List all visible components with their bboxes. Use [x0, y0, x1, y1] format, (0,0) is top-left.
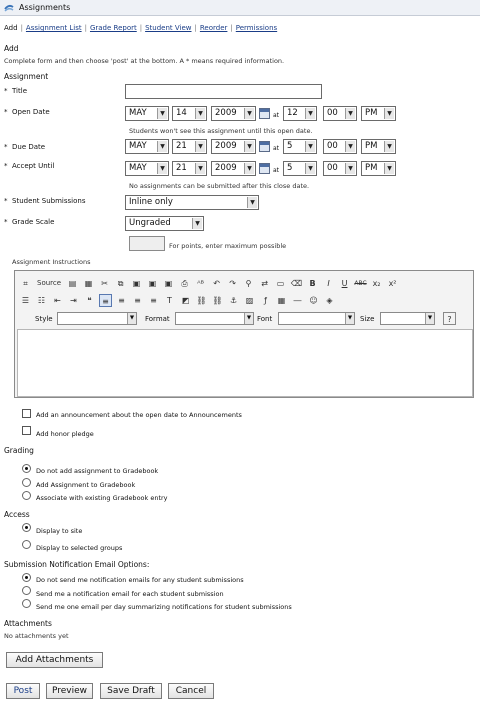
accept-year-select[interactable]: 2009 ▼ [211, 161, 256, 176]
student-submissions-label: Student Submissions [12, 197, 86, 205]
notify-option-label: Send me a notification email for each student submission [36, 590, 224, 598]
chevron-down-icon: ▼ [345, 313, 354, 324]
grade-scale-label: Grade Scale [12, 218, 55, 226]
toolbar-nav: Add | Assignment List | Grade Report | Student View | Reorder | Permissions [4, 24, 278, 32]
attachments-status: No attachments yet [4, 632, 69, 640]
honor-pledge-checkbox[interactable] [22, 426, 31, 435]
chevron-down-icon: ▼ [157, 108, 167, 119]
announcement-checkbox[interactable] [22, 409, 31, 418]
chevron-down-icon: ▼ [384, 163, 394, 174]
calendar-icon[interactable] [259, 141, 270, 152]
cut-icon[interactable]: ✂ [101, 278, 108, 288]
align-center-icon[interactable]: ≡ [118, 295, 125, 305]
chevron-down-icon: ▼ [244, 313, 253, 324]
access-heading: Access [4, 510, 30, 519]
editor-toolbar-row-1 [19, 275, 402, 291]
notify-option-label: Do not send me notification emails for any student submissions [36, 576, 244, 584]
nav-link-reorder[interactable]: Reorder [199, 24, 228, 32]
open-ampm-select[interactable]: PM ▼ [361, 106, 396, 121]
due-hour-select[interactable]: 5 ▼ [283, 139, 317, 154]
find-icon[interactable]: ⚲ [245, 278, 252, 288]
chevron-down-icon: ▼ [305, 163, 315, 174]
assignments-icon [4, 3, 14, 13]
chevron-down-icon: ▼ [384, 141, 394, 152]
cancel-button[interactable]: Cancel [168, 683, 214, 699]
nav-link-student-view[interactable]: Student View [145, 24, 192, 32]
notify-option-label: Send me one email per day summarizing notifications for student submissions [36, 603, 292, 611]
undo-icon[interactable]: ↶ [213, 278, 220, 288]
chevron-down-icon: ▼ [195, 163, 205, 174]
announcement-label: Add an announcement about the open date to Announcements [36, 411, 242, 419]
notification-heading: Submission Notification Email Options: [4, 560, 150, 569]
grade-scale-select[interactable]: Ungraded ▼ [125, 216, 204, 231]
size-label: Size [360, 315, 375, 323]
accept-day-select[interactable]: 21 ▼ [172, 161, 207, 176]
chevron-down-icon: ▼ [425, 313, 434, 324]
indent-icon[interactable]: ⇥ [70, 295, 77, 305]
grading-radio-add-gradebook[interactable] [22, 478, 31, 487]
post-button[interactable]: Post [6, 683, 40, 699]
add-attachments-button[interactable]: Add Attachments [6, 652, 103, 668]
align-right-icon[interactable]: ≡ [134, 295, 141, 305]
at-label: at [273, 145, 280, 152]
background-color-icon[interactable]: ◩ [181, 295, 190, 305]
nav-link-grade-report[interactable]: Grade Report [89, 24, 137, 32]
spellcheck-icon[interactable]: ᴬᴮ [197, 278, 204, 288]
style-select[interactable] [57, 312, 137, 325]
replace-icon[interactable]: ⇄ [261, 278, 268, 288]
required-marker: * [4, 87, 8, 95]
grading-radio-no-gradebook[interactable] [22, 464, 31, 473]
nav-current: Add [4, 24, 18, 32]
required-marker: * [4, 108, 8, 116]
points-hint: For points, enter maximum possible [169, 242, 287, 250]
calendar-icon[interactable] [259, 108, 270, 119]
grading-option-label: Associate with existing Gradebook entry [36, 494, 168, 502]
bold-icon[interactable]: B [309, 278, 316, 288]
at-label: at [273, 112, 280, 119]
calendar-icon[interactable] [259, 163, 270, 174]
title-bar [0, 0, 480, 16]
subscript-icon[interactable]: x₂ [372, 278, 381, 288]
chevron-down-icon: ▼ [345, 163, 355, 174]
chevron-down-icon: ▼ [247, 197, 257, 208]
preview-button[interactable]: Preview [46, 683, 93, 699]
grading-radio-associate[interactable] [22, 491, 31, 500]
format-label: Format [145, 315, 170, 323]
source-icon: ⌗ [23, 278, 28, 288]
table-icon[interactable]: ▦ [277, 295, 286, 305]
notify-radio-none[interactable] [22, 573, 31, 582]
style-label: Style [35, 315, 53, 323]
window-title: Assignments [19, 3, 71, 12]
chevron-down-icon: ▼ [157, 163, 167, 174]
required-marker: * [4, 162, 8, 170]
chevron-down-icon: ▼ [244, 108, 254, 119]
chevron-down-icon: ▼ [384, 108, 394, 119]
attachments-heading: Attachments [4, 619, 52, 628]
outdent-icon[interactable]: ⇤ [54, 295, 61, 305]
accept-minute-select[interactable]: 00 ▼ [323, 161, 357, 176]
size-select[interactable] [380, 312, 435, 325]
font-select[interactable] [278, 312, 355, 325]
required-marker: * [4, 143, 8, 151]
max-points-input[interactable] [129, 236, 165, 251]
required-marker: * [4, 197, 8, 205]
open-year-select[interactable]: 2009 ▼ [211, 106, 256, 121]
notify-radio-daily[interactable] [22, 599, 31, 608]
image-icon[interactable]: ▨ [245, 295, 254, 305]
page-title: Add [4, 44, 19, 53]
assignment-section-heading: Assignment [4, 72, 49, 81]
accept-hour-select[interactable]: 5 ▼ [283, 161, 317, 176]
instructions-text: Complete form and then choose 'post' at the bottom. A * means required information. [4, 57, 285, 65]
due-ampm-select[interactable]: PM ▼ [361, 139, 396, 154]
chevron-down-icon: ▼ [127, 313, 136, 324]
select-all-icon[interactable]: ▭ [276, 278, 285, 288]
instructions-label: Assignment Instructions [12, 258, 91, 266]
remove-format-icon[interactable]: ⌫ [290, 278, 303, 288]
open-month-select[interactable]: MAY ▼ [125, 106, 169, 121]
format-select[interactable] [175, 312, 254, 325]
due-date-label: Due Date [12, 143, 46, 151]
bulleted-list-icon[interactable]: ☷ [37, 295, 46, 305]
editor-toolbar-row-2 [19, 292, 339, 308]
justify-icon[interactable]: ≡ [150, 295, 157, 305]
text-color-icon[interactable]: T [167, 295, 172, 305]
access-option-label: Display to site [36, 527, 83, 535]
open-date-note: Students won't see this assignment until this open date. [129, 127, 313, 135]
chevron-down-icon: ▼ [195, 108, 205, 119]
nav-link-permissions[interactable]: Permissions [235, 24, 278, 32]
italic-icon[interactable]: I [327, 278, 330, 288]
align-left-icon[interactable]: ≡ [99, 294, 112, 307]
numbered-list-icon[interactable]: ☰ [21, 295, 30, 305]
chevron-down-icon: ▼ [345, 108, 355, 119]
paste-icon[interactable]: ▣ [132, 278, 141, 288]
link-icon[interactable]: ⛓ [196, 295, 207, 305]
open-hour-select[interactable]: 12 ▼ [283, 106, 317, 121]
accept-until-note: No assignments can be submitted after this close date. [129, 182, 310, 190]
redo-icon[interactable]: ↷ [229, 278, 236, 288]
source-button[interactable]: Source [37, 278, 62, 287]
rich-text-editor [14, 270, 474, 398]
open-day-select[interactable]: 14 ▼ [172, 106, 207, 121]
copy-icon[interactable]: ⧉ [117, 278, 124, 288]
smiley-icon[interactable]: ☺ [309, 295, 318, 305]
font-label: Font [257, 315, 273, 323]
print-icon[interactable]: ⎙ [181, 278, 188, 288]
chevron-down-icon: ▼ [244, 163, 254, 174]
access-option-label: Display to selected groups [36, 544, 123, 552]
chevron-down-icon: ▼ [195, 141, 205, 152]
paste-word-icon[interactable]: ▣ [164, 278, 173, 288]
grading-option-label: Do not add assignment to Gradebook [36, 467, 159, 475]
horizontal-rule-icon[interactable]: ― [293, 295, 302, 305]
chevron-down-icon: ▼ [305, 141, 315, 152]
due-day-select[interactable]: 21 ▼ [172, 139, 207, 154]
underline-icon[interactable]: U [341, 278, 348, 288]
required-marker: * [4, 218, 8, 226]
blockquote-icon[interactable]: ❝ [87, 295, 92, 305]
templates-icon[interactable]: ▦ [84, 278, 93, 288]
save-draft-button[interactable]: Save Draft [100, 683, 162, 699]
title-label: Title [12, 87, 28, 95]
help-icon[interactable]: ? [443, 312, 456, 325]
unlink-icon[interactable]: ⛓ [212, 295, 223, 305]
open-date-label: Open Date [12, 108, 50, 116]
special-char-icon[interactable]: ◈ [326, 295, 333, 305]
student-submissions-select[interactable]: Inline only ▼ [125, 195, 259, 210]
chevron-down-icon: ▼ [157, 141, 167, 152]
grading-option-label: Add Assignment to Gradebook [36, 481, 136, 489]
accept-ampm-select[interactable]: PM ▼ [361, 161, 396, 176]
accept-until-label: Accept Until [12, 162, 55, 170]
notify-radio-each[interactable] [22, 586, 31, 595]
title-input[interactable] [125, 84, 322, 99]
honor-pledge-label: Add honor pledge [36, 430, 94, 438]
chevron-down-icon: ▼ [345, 141, 355, 152]
due-minute-select[interactable]: 00 ▼ [323, 139, 357, 154]
grading-heading: Grading [4, 446, 34, 455]
accept-month-select[interactable]: MAY ▼ [125, 161, 169, 176]
strikethrough-icon[interactable]: ABC [354, 279, 367, 287]
chevron-down-icon: ▼ [305, 108, 315, 119]
chevron-down-icon: ▼ [192, 218, 202, 229]
open-minute-select[interactable]: 00 ▼ [323, 106, 357, 121]
access-radio-site[interactable] [22, 523, 31, 532]
due-year-select[interactable]: 2009 ▼ [211, 139, 256, 154]
anchor-icon[interactable]: ⚓ [229, 295, 238, 305]
at-label: at [273, 167, 280, 174]
chevron-down-icon: ▼ [244, 141, 254, 152]
due-month-select[interactable]: MAY ▼ [125, 139, 169, 154]
new-page-icon[interactable]: ▤ [68, 278, 77, 288]
flash-icon[interactable]: ƒ [264, 295, 267, 305]
superscript-icon[interactable]: x² [388, 278, 397, 288]
access-radio-groups[interactable] [22, 540, 31, 549]
paste-text-icon[interactable]: ▣ [148, 278, 157, 288]
instructions-editor-area[interactable] [17, 329, 473, 397]
nav-link-assignment-list[interactable]: Assignment List [25, 24, 82, 32]
